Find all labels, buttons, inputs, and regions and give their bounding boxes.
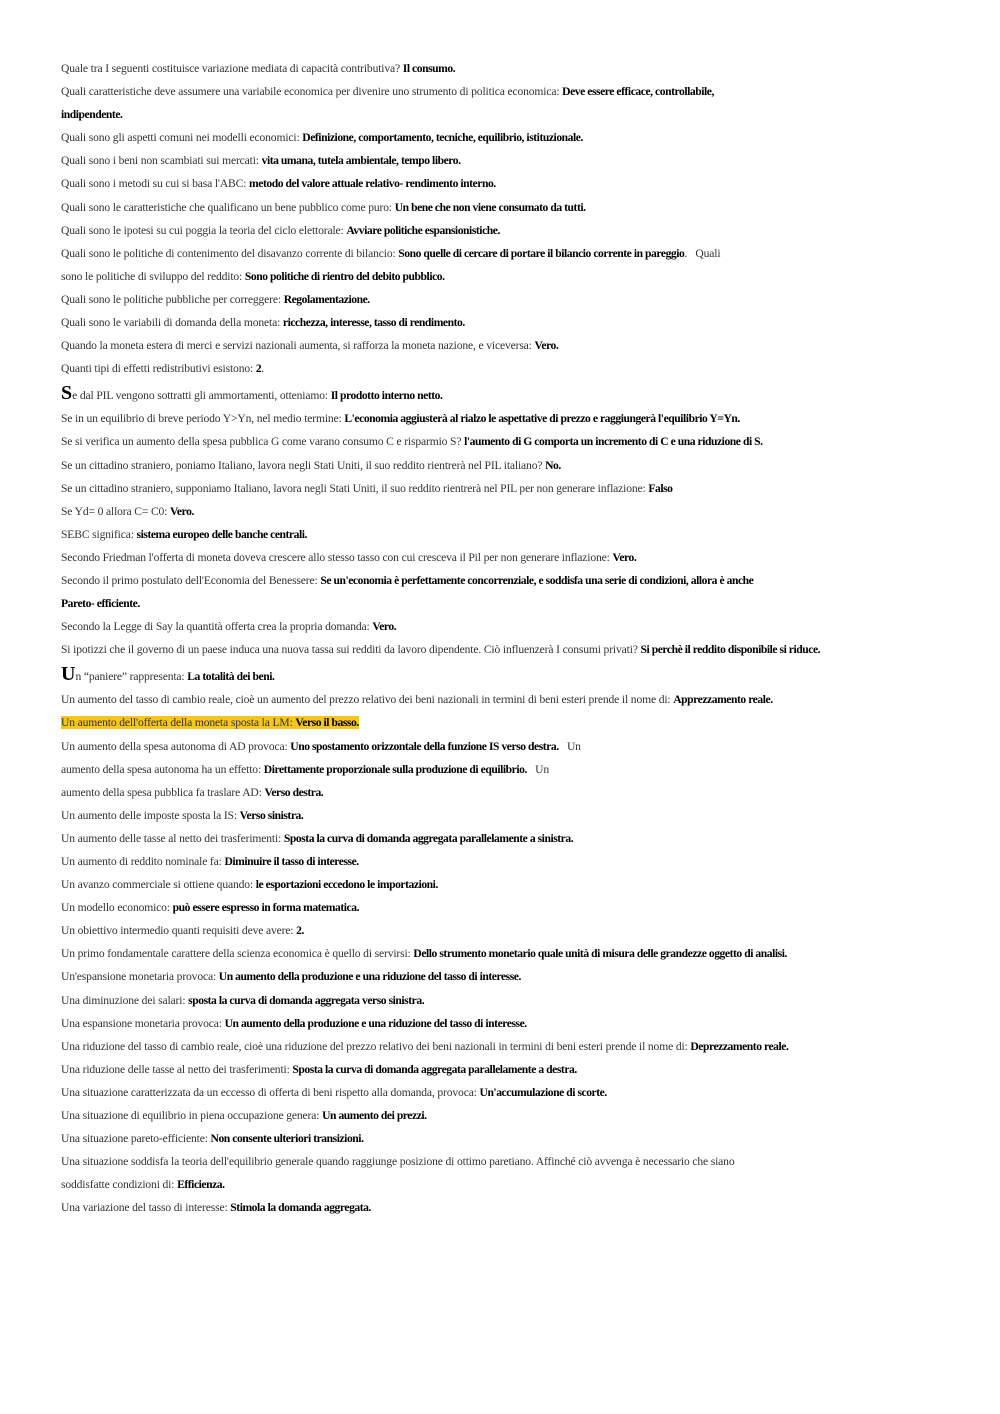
- qa-line: [61, 57, 961, 80]
- qa-line: [61, 827, 961, 850]
- qa-line: [61, 1150, 961, 1173]
- question-text: Un aumento di reddito nominale fa:: [61, 855, 225, 868]
- answer-text: Pareto- efficiente.: [61, 597, 140, 611]
- answer-text: 2.: [296, 924, 304, 938]
- question-text: Un aumento del tasso di cambio reale, cioè un aumento del prezzo relativo dei beni nazionali in termini di beni esteri prende il nome di:: [61, 693, 674, 707]
- answer-text: La totalità dei beni.: [187, 670, 275, 684]
- qa-line: [61, 804, 961, 827]
- question-text: Un aumento delle imposte sposta la IS:: [61, 808, 240, 822]
- qa-line: [61, 430, 961, 453]
- answer-text: 2: [255, 362, 262, 376]
- answer-text: Efficienza.: [177, 1178, 225, 1192]
- answer-text: Regolamentazione.: [283, 292, 370, 306]
- question-text: Un primo fondamentale carattere della scienza economica è quello di servirsi:: [61, 947, 414, 961]
- qa-line: [61, 523, 961, 546]
- question-text: Quali sono le variabili di domanda della moneta:: [61, 316, 283, 330]
- document-page: [61, 57, 961, 1220]
- qa-line: [61, 873, 961, 896]
- question-text: sono le politiche di sviluppo del reddito:: [61, 269, 245, 283]
- qa-line: [61, 1058, 961, 1081]
- question-text: aumento della spesa autonoma ha un effetto:: [61, 762, 264, 776]
- question-text: Un'espansione monetaria provoca:: [61, 970, 219, 984]
- qa-line: [61, 592, 961, 615]
- qa-line: [61, 989, 961, 1012]
- answer-text: Uno spostamento orizzontale della funzione IS verso destra.: [290, 739, 559, 753]
- question-text: Quali sono le ipotesi su cui poggia la teoria del ciclo elettorale:: [61, 223, 347, 237]
- question-text: Quali sono le politiche di contenimento del disavanzo corrente di bilancio:: [61, 246, 399, 260]
- qa-line: [61, 80, 961, 103]
- question-text-continued: .: [261, 362, 264, 376]
- qa-line: [61, 615, 961, 638]
- qa-line: [61, 288, 961, 311]
- question-text: Secondo Friedman l'offerta di moneta doveva crescere allo stesso tasso con cui cresceva il Pil per non generare inflazione:: [61, 550, 613, 564]
- qa-line: [61, 758, 961, 781]
- question-text: Un aumento delle tasse al netto dei trasferimenti:: [61, 831, 284, 845]
- question-text: Si ipotizzi che il governo di un paese induca una nuova tassa sui redditi da lavoro dipendente. Ciò influenzerà I consumi privati?: [61, 643, 641, 657]
- answer-text: Verso il basso.: [295, 716, 359, 730]
- answer-text: Avviare politiche espansionistiche.: [346, 223, 500, 237]
- qa-line: [61, 380, 961, 407]
- qa-line: [61, 942, 961, 965]
- question-text-continued: Un: [526, 762, 550, 776]
- question-text-continued: . Quali: [684, 246, 721, 260]
- answer-text: Dello strumento monetario quale unità di misura delle grandezze oggetto di analisi.: [413, 947, 787, 961]
- answer-text: sistema europeo delle banche centrali.: [136, 527, 307, 541]
- answer-text: Vero.: [612, 550, 637, 564]
- answer-text: ricchezza, interesse, tasso di rendimento.: [282, 316, 465, 330]
- question-text: Un avanzo commerciale si ottiene quando:: [61, 878, 256, 892]
- answer-text: vita umana, tutela ambientale, tempo libero.: [261, 154, 461, 168]
- question-text: Quali caratteristiche deve assumere una variabile economica per divenire uno strumento di politica economica:: [61, 85, 563, 99]
- answer-text: Se un'economia è perfettamente concorrenziale, e soddisfa una serie di condizioni, allora è anche: [320, 573, 754, 587]
- question-text: Quali sono le politiche pubbliche per correggere:: [61, 292, 284, 306]
- question-text: Una situazione caratterizzata da un eccesso di offerta di beni rispetto alla domanda, provoca:: [61, 1085, 480, 1099]
- qa-line: [61, 103, 961, 126]
- question-text: Una situazione pareto-efficiente:: [61, 1132, 211, 1146]
- answer-text: Il prodotto interno netto.: [330, 389, 443, 403]
- answer-text: Vero.: [372, 620, 397, 634]
- answer-text: metodo del valore attuale relativo- rendimento interno.: [249, 177, 496, 191]
- question-text: Secondo il primo postulato dell'Economia del Benessere:: [61, 573, 321, 587]
- question-text: Una variazione del tasso di interesse:: [61, 1201, 231, 1215]
- question-text: Quanti tipi di effetti redistributivi esistono:: [61, 362, 256, 376]
- qa-line: [61, 1196, 961, 1219]
- question-text: Quale tra I seguenti costituisce variazione mediata di capacità contributiva?: [61, 62, 403, 75]
- answer-text: Un aumento della produzione e una riduzione del tasso di interesse.: [224, 1016, 527, 1030]
- qa-line: [61, 896, 961, 919]
- qa-line: [61, 688, 961, 711]
- answer-text: Un aumento dei prezzi.: [322, 1109, 427, 1123]
- qa-line: [61, 1081, 961, 1104]
- qa-line: [61, 311, 961, 334]
- initial-letter: U: [61, 663, 76, 686]
- question-text: Quali sono i beni non scambiati sui mercati:: [61, 154, 262, 168]
- answer-text: Deve essere efficace, controllabile,: [562, 85, 714, 99]
- qa-line: [61, 735, 961, 758]
- question-text: Un obiettivo intermedio quanti requisiti deve avere:: [61, 924, 297, 938]
- answer-text: Il consumo.: [402, 62, 456, 75]
- answer-text: Deprezzamento reale.: [690, 1039, 789, 1053]
- answer-text: Un aumento della produzione e una riduzione del tasso di interesse.: [218, 970, 521, 984]
- question-text: Quali sono gli aspetti comuni nei modelli economici:: [61, 131, 303, 145]
- answer-text: Verso destra.: [264, 785, 324, 799]
- answer-text: sposta la curva di domanda aggregata verso sinistra.: [188, 993, 425, 1007]
- answer-text: l'aumento di G comporta un incremento di C e una riduzione di S.: [464, 435, 763, 449]
- highlighted-text: [61, 716, 359, 729]
- answer-text: le esportazioni eccedono le importazioni.: [255, 878, 438, 892]
- question-text: Un modello economico:: [61, 901, 173, 915]
- qa-line: [61, 265, 961, 288]
- answer-text: Apprezzamento reale.: [673, 693, 773, 707]
- qa-line: [61, 850, 961, 873]
- question-text: Un aumento della spesa autonoma di AD provoca:: [61, 739, 291, 753]
- answer-text: può essere espresso in forma matematica.: [172, 901, 360, 915]
- question-text: Se in un equilibrio di breve periodo Y>Yn, nel medio termine:: [61, 412, 345, 426]
- answer-text: Verso sinistra.: [239, 808, 304, 822]
- answer-text: Si perchè il reddito disponibile si riduce.: [640, 643, 821, 657]
- qa-line: [61, 172, 961, 195]
- answer-text: Direttamente proporzionale sulla produzione di equilibrio.: [263, 762, 527, 776]
- qa-line: [61, 546, 961, 569]
- qa-line: [61, 126, 961, 149]
- answer-text: Stimola la domanda aggregata.: [230, 1201, 371, 1215]
- question-text: Una riduzione delle tasse al netto dei trasferimenti:: [61, 1062, 293, 1076]
- answer-text: Sposta la curva di domanda aggregata parallelamente a destra.: [292, 1062, 577, 1076]
- qa-line: [61, 781, 961, 804]
- qa-line: [61, 196, 961, 219]
- question-text: Una situazione di equilibrio in piena occupazione genera:: [61, 1109, 323, 1123]
- answer-text: Vero.: [534, 339, 559, 353]
- answer-text: Sposta la curva di domanda aggregata parallelamente a sinistra.: [283, 831, 574, 845]
- question-text: Una situazione soddisfa la teoria dell'equilibrio generale quando raggiunge posizione di ottimo paretiano. Affinché ciò avvenga è necessario che siano: [61, 1155, 735, 1169]
- question-text: Quali sono le caratteristiche che qualificano un bene pubblico come puro:: [61, 200, 395, 214]
- question-text: soddisfatte condizioni di:: [61, 1178, 178, 1192]
- qa-line: [61, 1012, 961, 1035]
- qa-line: [61, 919, 961, 942]
- question-text: SEBC significa:: [61, 527, 137, 541]
- answer-text: Non consente ulteriori transizioni.: [210, 1132, 364, 1146]
- question-text: Una diminuzione dei salari:: [61, 993, 189, 1007]
- answer-text: L'economia aggiusterà al rialzo le aspettative di prezzo e raggiungerà l'equilibrio Y=Yn.: [344, 412, 740, 426]
- qa-line: [61, 1127, 961, 1150]
- qa-line: [61, 219, 961, 242]
- qa-line: [61, 407, 961, 430]
- answer-text: Vero.: [170, 504, 194, 518]
- question-text: aumento della spesa pubblica fa traslare AD:: [61, 785, 265, 799]
- qa-line: [61, 638, 961, 661]
- qa-line: [61, 242, 961, 265]
- question-text: Una espansione monetaria provoca:: [61, 1016, 225, 1030]
- qa-line: [61, 661, 961, 688]
- qa-line: [61, 1035, 961, 1058]
- qa-line: [61, 1173, 961, 1196]
- qa-line: [61, 569, 961, 592]
- answer-text: Un bene che non viene consumato da tutti.: [394, 200, 586, 214]
- question-text: Quali sono i metodi su cui si basa l'ABC:: [61, 177, 250, 191]
- answer-text: indipendente.: [61, 108, 123, 122]
- qa-line: [61, 711, 961, 734]
- answer-text: Un'accumulazione di scorte.: [479, 1085, 607, 1099]
- qa-line: [61, 334, 961, 357]
- initial-letter: S: [61, 382, 73, 405]
- answer-text: Sono quelle di cercare di portare il bilancio corrente in pareggio: [398, 246, 685, 260]
- answer-text: Definizione, comportamento, tecniche, equilibrio, istituzionale.: [302, 131, 583, 145]
- question-text: Una riduzione del tasso di cambio reale, cioè una riduzione del prezzo relativo dei beni nazionali in termini di beni esteri prende il nome di:: [61, 1039, 691, 1053]
- qa-line: [61, 477, 961, 500]
- question-text: Se un cittadino straniero, supponiamo Italiano, lavora negli Stati Uniti, il suo reddito rientrerà nel PIL per non generare inflazione:: [61, 481, 649, 495]
- answer-text: Falso: [648, 481, 673, 495]
- question-text: Secondo la Legge di Say la quantità offerta crea la propria domanda:: [61, 620, 373, 634]
- qa-line: [61, 454, 961, 477]
- qa-line: [61, 1104, 961, 1127]
- question-text: e dal PIL vengono sottratti gli ammortamenti, otteniamo:: [72, 389, 331, 403]
- qa-line: [61, 500, 961, 523]
- answer-text: No.: [545, 458, 561, 472]
- qa-line: [61, 149, 961, 172]
- answer-text: Diminuire il tasso di interesse.: [224, 855, 359, 868]
- question-text: Se si verifica un aumento della spesa pubblica G come varano consumo C e risparmio S?: [61, 435, 465, 449]
- question-text: Quando la moneta estera di merci e servizi nazionali aumenta, si rafforza la moneta nazione, e viceversa:: [61, 339, 535, 353]
- question-text: Se un cittadino straniero, poniamo Italiano, lavora negli Stati Uniti, il suo reddito rientrerà nel PIL italiano?: [61, 458, 546, 472]
- qa-line: [61, 965, 961, 988]
- question-text: Se Yd= 0 allora C= C0:: [61, 504, 171, 518]
- answer-text: Sono politiche di rientro del debito pubblico.: [244, 269, 445, 283]
- question-text: n “paniere” rappresenta:: [75, 670, 188, 684]
- question-text-continued: Un: [558, 739, 581, 753]
- qa-line: [61, 357, 961, 380]
- question-text: Un aumento dell'offerta della moneta sposta la LM:: [61, 716, 296, 730]
